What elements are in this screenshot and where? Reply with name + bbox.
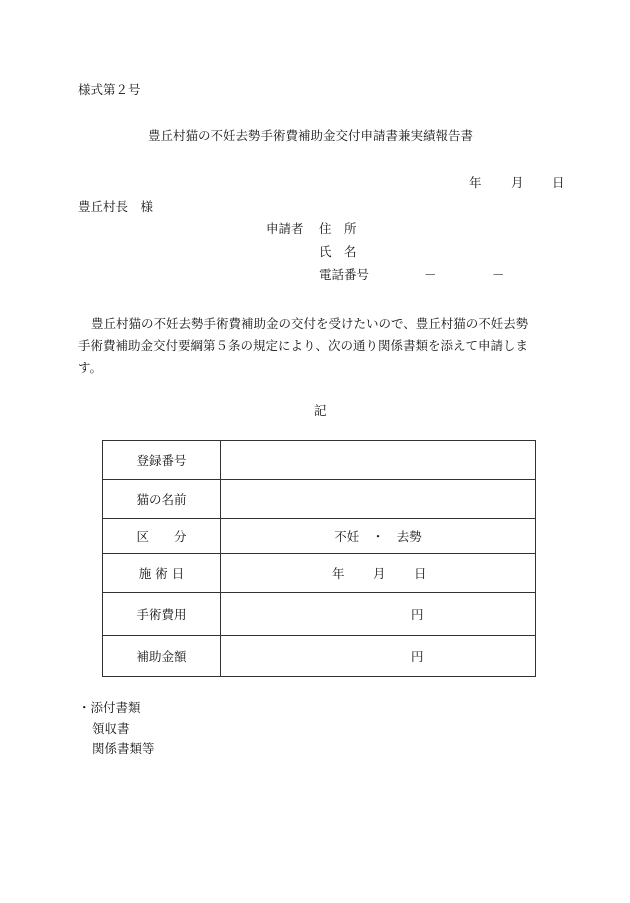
- surgery-year-label: 年: [332, 566, 345, 581]
- subsidy-amount-label: 補助金額: [103, 636, 221, 677]
- registration-number-field[interactable]: [221, 441, 536, 480]
- phone-label: 電話番号: [319, 267, 370, 282]
- table-row: [103, 519, 536, 554]
- date-day-label: 日: [552, 175, 565, 190]
- registration-number-label: 登録番号: [103, 441, 221, 480]
- body-text: [78, 313, 564, 379]
- addressee: 豊丘村長 様: [78, 199, 154, 214]
- application-table: [102, 440, 536, 677]
- body-text-line-2: 手術費補助金交付要綱第５条の規定により、次の通り関係書類を添えて申請しま: [78, 338, 529, 353]
- attachments-heading: ・添付書類: [78, 700, 141, 715]
- address-label: 住 所: [319, 221, 357, 236]
- yen-unit-cost: 円: [411, 607, 424, 622]
- date-year-label: 年: [469, 175, 482, 190]
- body-text-line-1: 豊丘村猫の不妊去勢手術費補助金の交付を受けたいので、豊丘村猫の不妊去勢: [91, 316, 529, 331]
- yen-unit-subsidy: 円: [411, 649, 424, 664]
- phone-dash-1: －: [424, 267, 437, 282]
- category-field[interactable]: 不妊 ・ 去勢: [221, 519, 536, 554]
- name-label: 氏 名: [319, 244, 357, 259]
- surgery-cost-label: 手術費用: [103, 593, 221, 636]
- body-text-line-3: す。: [78, 360, 103, 375]
- cat-name-label: 猫の名前: [103, 480, 221, 519]
- attachment-item-receipt: 領収書: [92, 721, 130, 736]
- table-row: [103, 593, 536, 636]
- table-row: [103, 441, 536, 480]
- form-number: 様式第２号: [78, 82, 141, 97]
- applicant-label: 申請者: [266, 221, 304, 236]
- ki-heading: 記: [314, 403, 327, 418]
- surgery-date-label: 施 術 日: [103, 554, 221, 593]
- table-row: [103, 636, 536, 677]
- date-month-label: 月: [511, 175, 524, 190]
- table-row: [103, 480, 536, 519]
- attachment-item-related-docs: 関係書類等: [92, 741, 155, 756]
- category-label: 区 分: [103, 519, 221, 554]
- cat-name-field[interactable]: [221, 480, 536, 519]
- surgery-month-label: 月: [373, 566, 386, 581]
- phone-dash-2: －: [492, 267, 505, 282]
- subsidy-amount-field[interactable]: [221, 636, 536, 677]
- surgery-day-label: 日: [414, 566, 427, 581]
- surgery-date-field[interactable]: [221, 554, 536, 593]
- table-row: [103, 554, 536, 593]
- page-title: 豊丘村猫の不妊去勢手術費補助金交付申請書兼実績報告書: [148, 128, 474, 143]
- surgery-cost-field[interactable]: [221, 593, 536, 636]
